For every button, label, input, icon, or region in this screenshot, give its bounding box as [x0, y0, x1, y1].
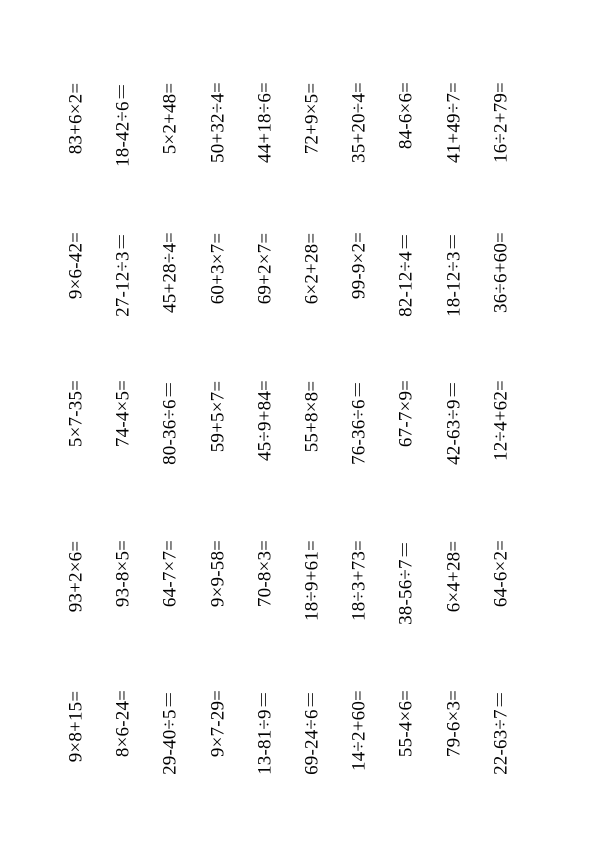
- math-problem: 38-56÷7＝: [395, 540, 417, 625]
- math-problem: 8×6-24=: [112, 689, 134, 758]
- math-problem: 44+18÷6=: [254, 82, 276, 163]
- math-problem: 59+5×7=: [207, 380, 229, 452]
- math-problem: 18-42÷6＝: [112, 82, 134, 167]
- math-problem: 64-6×2=: [490, 539, 512, 608]
- math-problem: 9×8+15=: [65, 690, 87, 762]
- math-problem: 18÷9+61=: [301, 540, 323, 621]
- math-problem: 70-8×3=: [254, 539, 276, 608]
- math-problem: 67-7×9=: [395, 379, 417, 448]
- math-problem: 29-40÷5＝: [159, 690, 181, 775]
- math-problem: 5×2+48=: [159, 82, 181, 154]
- math-problem: 60+3×7=: [207, 232, 229, 304]
- math-problem: 5×7-35=: [65, 379, 87, 448]
- math-problem: 36÷6+60=: [490, 232, 512, 313]
- math-problem: 16÷2+79=: [490, 82, 512, 163]
- math-problem: 93-8×5=: [112, 539, 134, 608]
- math-problem: 12÷4+62=: [490, 380, 512, 461]
- math-problem: 27-12÷3＝: [112, 232, 134, 317]
- math-problem: 13-81÷9＝: [254, 690, 276, 775]
- math-problem: 9×7-29=: [207, 689, 229, 758]
- math-problem: 83+6×2=: [65, 82, 87, 154]
- math-problem: 41+49÷7=: [443, 82, 465, 163]
- math-problem: 50+32÷4=: [207, 82, 229, 163]
- math-problem: 79-6×3=: [443, 689, 465, 758]
- math-problem: 55-4×6=: [395, 689, 417, 758]
- math-problem: 18-12÷3＝: [443, 232, 465, 317]
- math-problem: 9×9-58=: [207, 539, 229, 608]
- math-problem: 72+9×5=: [301, 82, 323, 154]
- math-problem: 74-4×5=: [112, 379, 134, 448]
- math-problem: 9×6-42=: [65, 231, 87, 300]
- math-problem: 42-63÷9＝: [443, 380, 465, 465]
- math-problem: 69+2×7=: [254, 232, 276, 304]
- math-problem: 69-24÷6＝: [301, 690, 323, 775]
- math-problem: 64-7×7=: [159, 539, 181, 608]
- math-problem: 93+2×6=: [65, 540, 87, 612]
- math-problem: 76-36÷6＝: [348, 380, 370, 465]
- math-problem: 14÷2+60=: [348, 690, 370, 771]
- math-problem: 22-63÷7＝: [490, 690, 512, 775]
- math-problem: 18÷3+73=: [348, 540, 370, 621]
- math-problem: 45÷9+84=: [254, 380, 276, 461]
- math-problem: 6×2+28=: [301, 232, 323, 304]
- math-problem: 99-9×2=: [348, 231, 370, 300]
- math-problem: 35+20÷4=: [348, 82, 370, 163]
- math-problem: 45+28÷4=: [159, 232, 181, 313]
- math-problem: 80-36÷6＝: [159, 380, 181, 465]
- math-problem: 82-12÷4＝: [395, 232, 417, 317]
- math-problem: 84-6×6=: [395, 81, 417, 150]
- math-problem: 6×4+28=: [443, 540, 465, 612]
- math-problem: 55+8×8=: [301, 380, 323, 452]
